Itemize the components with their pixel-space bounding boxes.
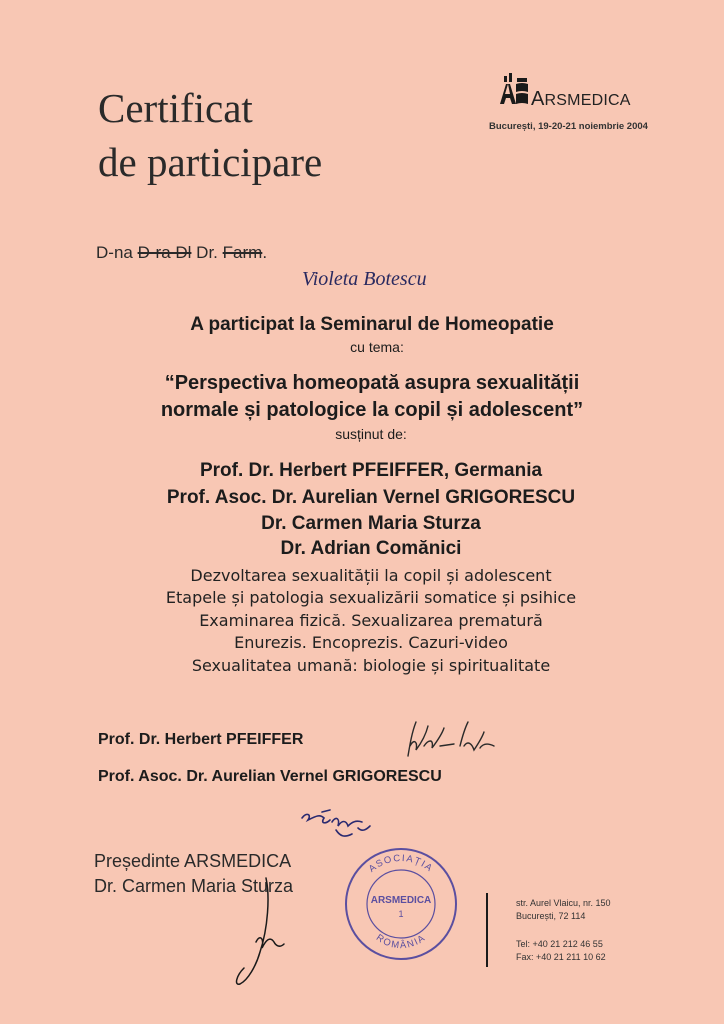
signer-name: Prof. Asoc. Dr. Aurelian Vernel GRIGORESCU (98, 768, 442, 785)
speaker-item: Prof. Asoc. Dr. Aurelian Vernel GRIGORESCU (166, 487, 576, 508)
speaker-item: Dr. Adrian Comănici (280, 538, 462, 559)
topic-item: Examinarea fizică. Sexualizarea prematură (199, 611, 543, 630)
signer-name: Prof. Dr. Herbert PFEIFFER (98, 731, 304, 748)
speaker-item: Dr. Carmen Maria Sturza (261, 513, 481, 534)
salutation-period: . (262, 243, 268, 262)
address-fax: Fax: +40 21 211 10 62 (516, 952, 606, 962)
logo-wordmark (531, 88, 631, 111)
stamp-number: 1 (398, 909, 404, 919)
logo-wordmark-initial: A (531, 88, 545, 110)
grigorescu-signature-icon (296, 808, 376, 842)
svg-text:ASOCIAȚIA (367, 853, 435, 875)
address-city: București, 72 114 (516, 911, 586, 921)
salutation-dr: Dr. (196, 243, 218, 262)
topic-item: Sexualitatea umană: biologie și spiritualitate (191, 656, 551, 675)
stamp-bottom-text: ROMÂNIA (373, 932, 429, 952)
salutation-dna: D-na (96, 243, 133, 262)
address-street: str. Aurel Vlaicu, nr. 150 (516, 898, 611, 908)
salutation-farm-struck: Farm (222, 243, 263, 262)
pfeiffer-signature-icon (398, 716, 508, 762)
cu-tema-label: cu tema: (350, 339, 404, 355)
sustinut-label: susținut de: (335, 426, 407, 442)
seminar-theme-line2: normale și patologice la copil și adolescent” (160, 399, 584, 421)
president-title: Președinte ARSMEDICA (94, 851, 292, 871)
svg-text:ROMÂNIA (374, 932, 428, 951)
certificate-title-line1: Certificat (98, 85, 253, 131)
president-name: Dr. Carmen Maria Sturza (94, 876, 294, 896)
stamp-top-text: ASOCIAȚIA (366, 852, 436, 875)
topic-item: Enurezis. Encoprezis. Cazuri-video (234, 633, 508, 652)
certificate-title-line2: de participare (98, 139, 323, 185)
seminar-title: A participat la Seminarul de Homeopatie (190, 314, 554, 335)
seminar-theme-line1: “Perspectiva homeopată asupra sexualității (164, 372, 580, 394)
arsmedica-stamp-icon (342, 845, 460, 963)
topic-item: Etapele și patologia sexualizării somatice și psihice (165, 588, 577, 607)
recipient-name: Violeta Botescu (302, 268, 427, 290)
event-date: București, 19-20-21 noiembrie 2004 (489, 121, 648, 132)
topic-item: Dezvoltarea sexualității la copil și adolescent (190, 566, 552, 585)
sturza-signature-icon (226, 872, 302, 992)
salutation-line (96, 243, 267, 263)
salutation-dra-struck: D-ra Dl (137, 243, 192, 262)
stamp-middle-text: ARSMEDICA (370, 895, 432, 906)
address-tel: Tel: +40 21 212 46 55 (516, 939, 603, 949)
logo-wordmark-rest: RSMEDICA (544, 92, 631, 109)
address-divider (486, 893, 488, 967)
speaker-item: Prof. Dr. Herbert PFEIFFER, Germania (199, 460, 543, 481)
